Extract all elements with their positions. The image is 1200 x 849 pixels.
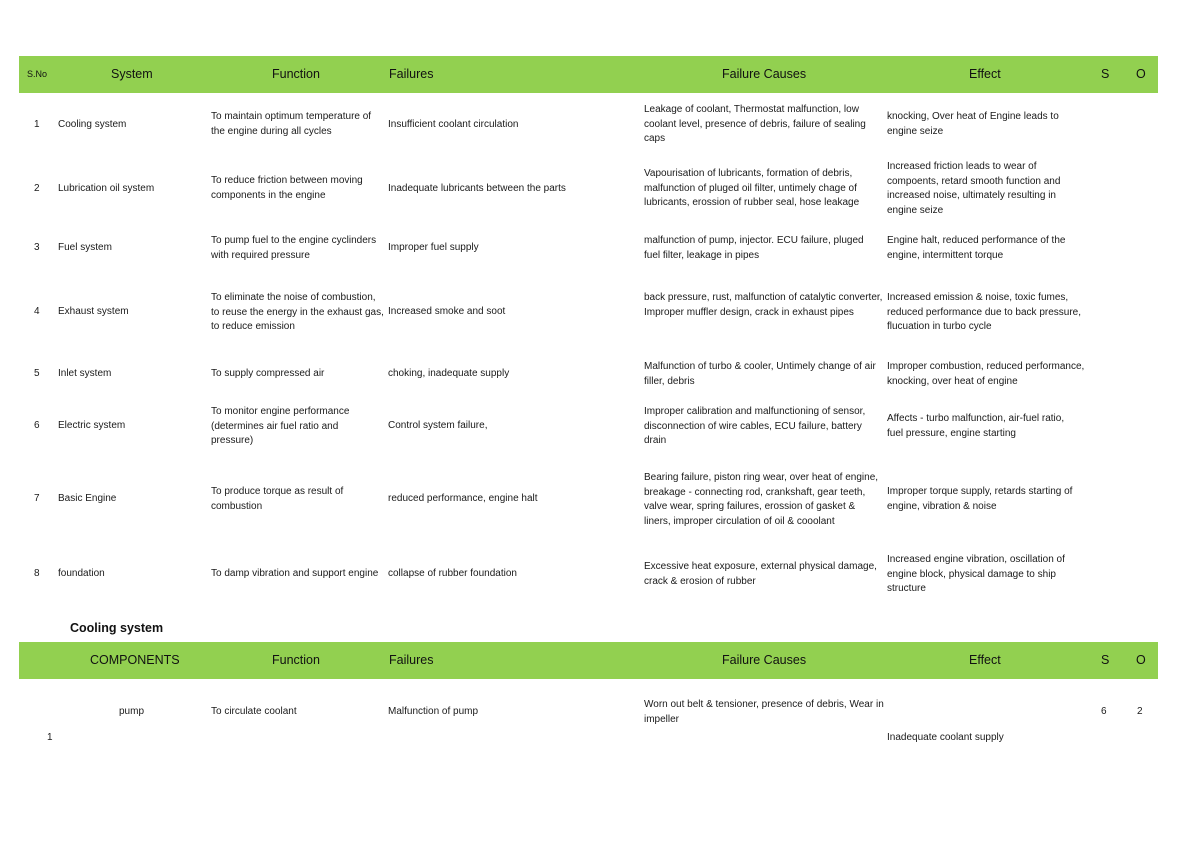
row-failure-causes: Excessive heat exposure, external physical damage, crack & erosion of rubber [644, 561, 877, 587]
header-effect: Effect [969, 653, 1001, 667]
row-system: Inlet system [58, 368, 112, 379]
row-failure-causes: Worn out belt & tensioner, presence of debris, Wear in impeller [644, 699, 884, 725]
row-failures: Improper fuel supply [388, 242, 479, 253]
row-function: To produce torque as result of combustion [211, 486, 344, 512]
row-function: To circulate coolant [211, 706, 297, 717]
header-failure-causes: Failure Causes [722, 653, 807, 667]
row-function: To monitor engine performance (determines air fuel ratio and pressure) [211, 406, 350, 447]
row-system: Basic Engine [58, 493, 117, 504]
row-failures: Inadequate lubricants between the parts [388, 183, 566, 194]
row-function: To maintain optimum temperature of the engine during all cycles [211, 111, 372, 137]
row-effect: Increased friction leads to wear of compoents, retard smooth function and increased noise, ultimately resulting in engine seize [887, 161, 1061, 216]
row-failures: choking, inadequate supply [388, 368, 510, 379]
row-function: To supply compressed air [211, 368, 325, 379]
row-function: To reduce friction between moving components in the engine [211, 175, 363, 201]
header-function: Function [272, 67, 320, 81]
header-function: Function [272, 653, 320, 667]
header-o: O [1136, 653, 1146, 667]
row-system: Exhaust system [58, 306, 129, 317]
row-failures: Malfunction of pump [388, 706, 479, 717]
row-failures: Control system failure, [388, 420, 488, 431]
row-failure-causes: Bearing failure, piston ring wear, over heat of engine, breakage - connecting rod, crankshaft, gear teeth, valve wear, spring failures, erossion of gasket & liners, improper circulation of oil & cooolant [644, 472, 879, 527]
row-number: 2 [34, 183, 40, 194]
row-effect: Affects - turbo malfunction, air-fuel ratio, fuel pressure, engine starting [887, 413, 1065, 439]
row-failures: collapse of rubber foundation [388, 568, 517, 579]
header-failures: Failures [389, 653, 434, 667]
section-title: Cooling system [70, 621, 164, 635]
row-component: pump [119, 706, 145, 717]
row-number: 5 [34, 368, 40, 379]
row-number: 1 [47, 732, 53, 743]
row-severity: 6 [1101, 706, 1107, 717]
row-system: Lubrication oil system [58, 183, 155, 194]
row-system: Fuel system [58, 242, 112, 253]
header-components: COMPONENTS [90, 653, 180, 667]
header-failures: Failures [389, 67, 434, 81]
row-function: To eliminate the noise of combustion, to reuse the energy in the exhaust gas, to reduce emission [211, 292, 384, 333]
row-failures: Insufficient coolant circulation [388, 119, 519, 130]
row-function: To damp vibration and support engine [211, 568, 379, 579]
header-effect: Effect [969, 67, 1001, 81]
row-number: 1 [34, 118, 40, 130]
row-number: 3 [34, 242, 40, 253]
row-failures: Increased smoke and soot [388, 306, 506, 317]
row-system: Cooling system [58, 118, 127, 130]
row-effect: Engine halt, reduced performance of the engine, intermittent torque [887, 235, 1066, 261]
row-failures: reduced performance, engine halt [388, 493, 538, 504]
row-system: foundation [58, 568, 105, 579]
row-failure-causes: back pressure, rust, malfunction of catalytic converter, Improper muffler design, crack in exhaust pipes [644, 292, 883, 318]
row-number: 8 [34, 568, 40, 579]
row-number: 7 [34, 493, 40, 504]
row-failure-causes: Improper calibration and malfunctioning of sensor, disconnection of wire cables, ECU failure, battery drain [644, 406, 866, 447]
row-effect: Increased engine vibration, oscillation of engine block, physical damage to ship structure [887, 554, 1065, 595]
header-s: S [1101, 67, 1110, 81]
row-effect: knocking, Over heat of Engine leads to engine seize [887, 111, 1059, 137]
row-failure-causes: malfunction of pump, injector. ECU failure, pluged fuel filter, leakage in pipes [644, 235, 864, 261]
row-number: 6 [34, 420, 40, 431]
header-o: O [1136, 67, 1146, 81]
row-function: To pump fuel to the engine cyclinders with required pressure [211, 235, 377, 261]
row-failure-causes: Vapourisation of lubricants, formation of debris, malfunction of pluged oil filter, untimely chage of lubricants, erossion of rubber seal, hose leakage [644, 168, 860, 209]
header-sno: S.No [27, 69, 48, 79]
components-table-header [19, 642, 1158, 679]
header-s: S [1101, 653, 1110, 667]
row-system: Electric system [58, 420, 126, 431]
header-failure-causes: Failure Causes [722, 67, 807, 81]
row-occurrence: 2 [1137, 706, 1143, 717]
header-system: System [111, 67, 153, 81]
row-effect: Inadequate coolant supply [887, 732, 1004, 743]
row-failure-causes: Malfunction of turbo & cooler, Untimely change of air filler, debris [644, 361, 876, 387]
row-failure-causes: Leakage of coolant, Thermostat malfunction, low coolant level, presence of debris, failure of sealing caps [644, 104, 866, 145]
row-effect: Improper torque supply, retards starting of engine, vibration & noise [887, 486, 1073, 512]
row-effect: Increased emission & noise, toxic fumes, reduced performance due to back pressure, flucuation in turbo cycle [887, 292, 1081, 333]
table-header [19, 56, 1158, 93]
row-number: 4 [34, 306, 40, 317]
row-effect: Improper combustion, reduced performance, knocking, over heat of engine [887, 361, 1085, 387]
